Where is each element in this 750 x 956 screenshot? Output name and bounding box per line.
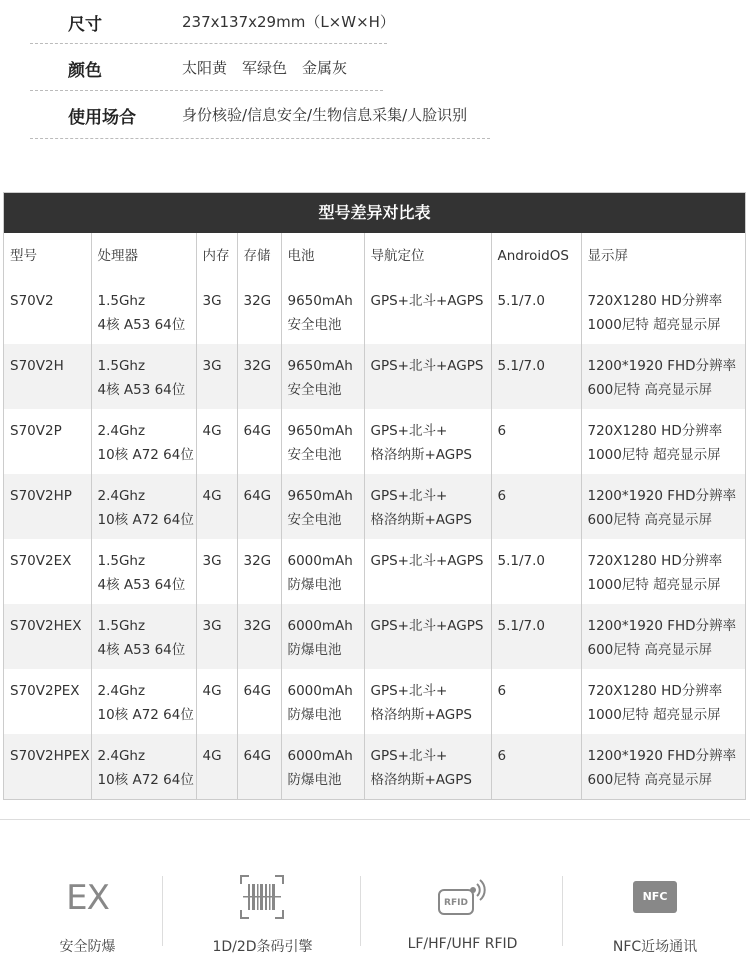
cell-navigation — [364, 409, 491, 474]
cell-model-line: S70V2 — [10, 293, 54, 309]
rfid-icon — [437, 878, 487, 918]
cell-ram-line: 4G — [202, 488, 222, 504]
cell-navigation-line: 格洛纳斯+AGPS — [370, 512, 472, 528]
feature-ex — [20, 870, 155, 955]
cell-cpu — [91, 669, 196, 734]
cell-storage-line: 32G — [243, 553, 272, 569]
nfc-icon — [633, 881, 677, 913]
cell-model-line: S70V2P — [10, 423, 62, 439]
cell-os-line: 5.1/7.0 — [497, 618, 545, 634]
cell-display — [581, 344, 745, 409]
table-row — [4, 539, 745, 604]
cell-storage-line: 32G — [243, 293, 272, 309]
cell-navigation — [364, 474, 491, 539]
cell-navigation-line: 格洛纳斯+AGPS — [370, 707, 472, 723]
header-os: AndroidOS — [491, 233, 581, 279]
table-row — [4, 279, 745, 344]
cell-os-line: 6 — [497, 488, 507, 504]
cell-navigation — [364, 604, 491, 669]
cell-cpu — [91, 279, 196, 344]
rfid-label: RFID — [444, 898, 468, 908]
cell-battery-line: 9650mAh — [287, 358, 353, 374]
cell-battery-line: 6000mAh — [287, 683, 353, 699]
feature-nfc — [585, 870, 725, 955]
cell-cpu — [91, 539, 196, 604]
cell-navigation-line: GPS+北斗+AGPS — [370, 358, 484, 374]
cell-battery-line: 安全电池 — [287, 317, 342, 333]
cell-storage — [237, 279, 281, 344]
cell-model — [4, 279, 91, 344]
cell-ram-line: 4G — [202, 683, 222, 699]
divider — [30, 43, 387, 44]
spec-value: 身份核验/信息安全/生物信息采集/人脸识别 — [182, 106, 468, 124]
cell-display-line: 1000尼特 超亮显示屏 — [587, 577, 721, 593]
cell-navigation — [364, 734, 491, 799]
table-row — [4, 344, 745, 409]
cell-navigation — [364, 669, 491, 734]
cell-storage-line: 32G — [243, 618, 272, 634]
cell-navigation-line: GPS+北斗+ — [370, 683, 448, 699]
cell-battery — [281, 734, 364, 799]
cell-model — [4, 734, 91, 799]
cell-cpu — [91, 474, 196, 539]
cell-ram — [196, 409, 237, 474]
cell-navigation — [364, 279, 491, 344]
table-row — [4, 604, 745, 669]
table-title: 型号差异对比表 — [4, 193, 745, 233]
header-cpu: 处理器 — [91, 233, 196, 279]
nfc-label: NFC — [642, 890, 668, 903]
cell-navigation-line: GPS+北斗+AGPS — [370, 293, 484, 309]
cell-model — [4, 474, 91, 539]
cell-storage — [237, 344, 281, 409]
cell-display-line: 600尼特 高亮显示屏 — [587, 642, 713, 658]
cell-display-line: 600尼特 高亮显示屏 — [587, 772, 713, 788]
cell-cpu-line: 4核 A53 64位 — [97, 642, 186, 658]
cell-model — [4, 344, 91, 409]
divider — [162, 876, 163, 946]
feature-caption: LF/HF/UHF RFID — [407, 936, 518, 952]
cell-model-line: S70V2HPEX — [10, 748, 90, 764]
cell-storage — [237, 474, 281, 539]
cell-battery-line: 安全电池 — [287, 382, 342, 398]
cell-battery-line: 防爆电池 — [287, 707, 342, 723]
cell-battery — [281, 409, 364, 474]
cell-cpu-line: 4核 A53 64位 — [97, 382, 186, 398]
cell-cpu-line: 2.4Ghz — [97, 488, 146, 504]
cell-display-line: 720X1280 HD分辨率 — [587, 553, 723, 569]
spec-label: 尺寸 — [68, 15, 102, 35]
barcode-icon — [239, 874, 285, 920]
cell-navigation-line: GPS+北斗+ — [370, 423, 448, 439]
cell-storage — [237, 604, 281, 669]
cell-ram — [196, 734, 237, 799]
cell-navigation-line: GPS+北斗+ — [370, 488, 448, 504]
cell-ram-line: 3G — [202, 618, 222, 634]
cell-storage — [237, 734, 281, 799]
cell-os-line: 6 — [497, 423, 507, 439]
cell-storage-line: 64G — [243, 488, 272, 504]
cell-ram — [196, 669, 237, 734]
cell-display — [581, 539, 745, 604]
feature-caption: 1D/2D条码引擎 — [212, 939, 313, 955]
cell-display-line: 1000尼特 超亮显示屏 — [587, 707, 721, 723]
section-divider — [0, 819, 750, 820]
spec-label: 颜色 — [68, 61, 102, 81]
cell-battery — [281, 604, 364, 669]
cell-display — [581, 734, 745, 799]
table-row — [4, 409, 745, 474]
divider — [360, 876, 361, 946]
cell-battery — [281, 344, 364, 409]
cell-navigation-line: 格洛纳斯+AGPS — [370, 772, 472, 788]
cell-cpu-line: 10核 A72 64位 — [97, 772, 194, 788]
cell-storage-line: 64G — [243, 423, 272, 439]
cell-ram-line: 3G — [202, 358, 222, 374]
cell-display-line: 1200*1920 FHD分辨率 — [587, 488, 737, 504]
cell-os — [491, 734, 581, 799]
cell-battery — [281, 474, 364, 539]
cell-cpu-line: 1.5Ghz — [97, 618, 146, 634]
cell-os — [491, 409, 581, 474]
cell-os-line: 6 — [497, 683, 507, 699]
cell-battery — [281, 279, 364, 344]
cell-display — [581, 604, 745, 669]
feature-rfid — [385, 870, 540, 952]
cell-cpu — [91, 344, 196, 409]
header-model: 型号 — [4, 233, 91, 279]
cell-display-line: 1200*1920 FHD分辨率 — [587, 748, 737, 764]
cell-cpu — [91, 409, 196, 474]
spec-value: 太阳黄 军绿色 金属灰 — [182, 59, 348, 77]
cell-battery-line: 防爆电池 — [287, 577, 342, 593]
cell-display-line: 600尼特 高亮显示屏 — [587, 382, 713, 398]
ex-icon: EX — [66, 878, 109, 918]
cell-navigation-line: GPS+北斗+AGPS — [370, 618, 484, 634]
cell-ram-line: 4G — [202, 748, 222, 764]
cell-display-line: 720X1280 HD分辨率 — [587, 423, 723, 439]
header-display: 显示屏 — [587, 248, 628, 264]
cell-os — [491, 604, 581, 669]
table-row — [4, 734, 745, 799]
cell-ram — [196, 539, 237, 604]
cell-model-line: S70V2PEX — [10, 683, 80, 699]
cell-display-line: 1200*1920 FHD分辨率 — [587, 618, 737, 634]
cell-ram-line: 3G — [202, 553, 222, 569]
cell-battery — [281, 539, 364, 604]
cell-ram-line: 4G — [202, 423, 222, 439]
cell-display-line: 1000尼特 超亮显示屏 — [587, 447, 721, 463]
comparison-table — [3, 192, 746, 800]
cell-battery-line: 6000mAh — [287, 618, 353, 634]
cell-model-line: S70V2H — [10, 358, 64, 374]
cell-os — [491, 474, 581, 539]
cell-model — [4, 539, 91, 604]
cell-battery-line: 9650mAh — [287, 293, 353, 309]
cell-cpu-line: 1.5Ghz — [97, 358, 146, 374]
cell-navigation-line: 格洛纳斯+AGPS — [370, 447, 472, 463]
cell-cpu-line: 2.4Ghz — [97, 748, 146, 764]
divider — [562, 876, 563, 946]
feature-barcode — [190, 870, 335, 955]
cell-os-line: 6 — [497, 748, 507, 764]
cell-battery-line: 防爆电池 — [287, 642, 342, 658]
cell-display — [581, 474, 745, 539]
cell-cpu-line: 1.5Ghz — [97, 293, 146, 309]
cell-display-line: 720X1280 HD分辨率 — [587, 293, 723, 309]
header-ram: 内存 — [196, 233, 237, 279]
cell-display-line: 1200*1920 FHD分辨率 — [587, 358, 737, 374]
cell-ram — [196, 474, 237, 539]
cell-model-line: S70V2HP — [10, 488, 72, 504]
feature-caption: 安全防爆 — [59, 939, 116, 955]
cell-battery — [281, 669, 364, 734]
cell-ram-line: 3G — [202, 293, 222, 309]
cell-battery-line: 6000mAh — [287, 748, 353, 764]
cell-battery-line: 9650mAh — [287, 423, 353, 439]
cell-storage — [237, 539, 281, 604]
cell-model-line: S70V2HEX — [10, 618, 82, 634]
cell-storage-line: 64G — [243, 748, 272, 764]
cell-battery-line: 防爆电池 — [287, 772, 342, 788]
cell-battery-line: 安全电池 — [287, 512, 342, 528]
cell-os — [491, 279, 581, 344]
table-row — [4, 669, 745, 734]
cell-navigation-line: GPS+北斗+ — [370, 748, 448, 764]
cell-navigation — [364, 344, 491, 409]
divider — [30, 138, 490, 139]
cell-os — [491, 669, 581, 734]
cell-os-line: 5.1/7.0 — [497, 553, 545, 569]
spec-value: 237x137x29mm（L×W×H） — [182, 13, 395, 31]
cell-os — [491, 344, 581, 409]
cell-display-line: 1000尼特 超亮显示屏 — [587, 317, 721, 333]
cell-storage — [237, 669, 281, 734]
divider — [30, 90, 383, 91]
cell-os-line: 5.1/7.0 — [497, 358, 545, 374]
cell-cpu-line: 4核 A53 64位 — [97, 577, 186, 593]
header-battery: 电池 — [281, 233, 364, 279]
cell-ram — [196, 279, 237, 344]
cell-storage-line: 32G — [243, 358, 272, 374]
cell-cpu — [91, 734, 196, 799]
cell-storage-line: 64G — [243, 683, 272, 699]
cell-display-line: 600尼特 高亮显示屏 — [587, 512, 713, 528]
header-navigation: 导航定位 — [364, 233, 491, 279]
cell-cpu-line: 2.4Ghz — [97, 683, 146, 699]
cell-battery-line: 9650mAh — [287, 488, 353, 504]
cell-ram — [196, 604, 237, 669]
table-row — [4, 474, 745, 539]
cell-cpu-line: 1.5Ghz — [97, 553, 146, 569]
cell-storage — [237, 409, 281, 474]
cell-model — [4, 409, 91, 474]
cell-battery-line: 安全电池 — [287, 447, 342, 463]
cell-model — [4, 669, 91, 734]
cell-display-line: 720X1280 HD分辨率 — [587, 683, 723, 699]
cell-os-line: 5.1/7.0 — [497, 293, 545, 309]
feature-caption: NFC近场通讯 — [612, 939, 698, 955]
cell-battery-line: 6000mAh — [287, 553, 353, 569]
cell-display — [581, 669, 745, 734]
cell-os — [491, 539, 581, 604]
spec-label: 使用场合 — [68, 108, 136, 128]
cell-display — [581, 409, 745, 474]
cell-navigation-line: GPS+北斗+AGPS — [370, 553, 484, 569]
header-storage: 存储 — [237, 233, 281, 279]
cell-cpu — [91, 604, 196, 669]
cell-display — [581, 279, 745, 344]
table-header-row — [4, 233, 745, 279]
cell-cpu-line: 2.4Ghz — [97, 423, 146, 439]
cell-cpu-line: 10核 A72 64位 — [97, 707, 194, 723]
cell-cpu-line: 4核 A53 64位 — [97, 317, 186, 333]
cell-model-line: S70V2EX — [10, 553, 72, 569]
cell-ram — [196, 344, 237, 409]
cell-navigation — [364, 539, 491, 604]
cell-model — [4, 604, 91, 669]
cell-cpu-line: 10核 A72 64位 — [97, 512, 194, 528]
cell-cpu-line: 10核 A72 64位 — [97, 447, 194, 463]
